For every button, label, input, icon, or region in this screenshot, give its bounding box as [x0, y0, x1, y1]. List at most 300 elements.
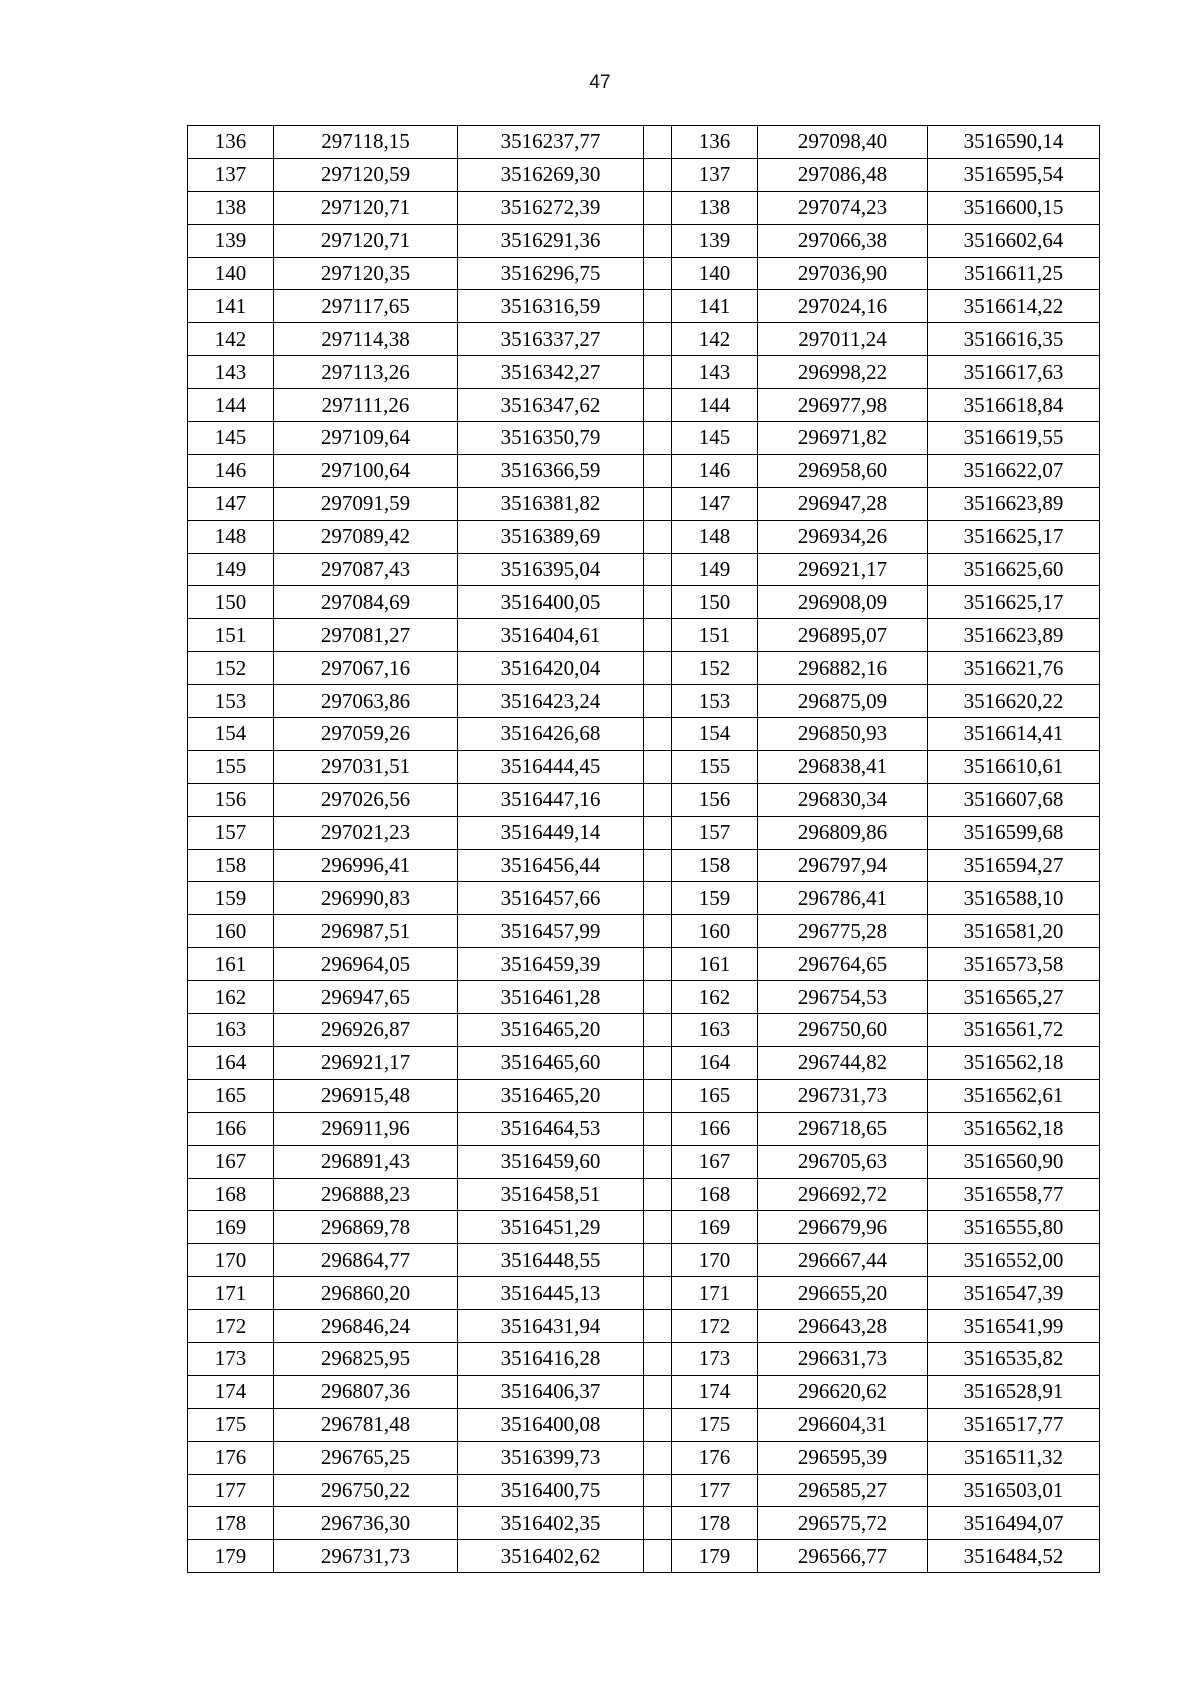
- left-x-coordinate-cell: 297120,59: [274, 158, 458, 191]
- left-y-coordinate-cell: 3516400,75: [458, 1474, 644, 1507]
- table-row: [188, 685, 1100, 718]
- left-y-coordinate-cell: 3516347,62: [458, 389, 644, 422]
- right-x-coordinate-cell: 296705,63: [758, 1145, 928, 1178]
- right-x-coordinate-cell: 296585,27: [758, 1474, 928, 1507]
- right-y-coordinate-cell: 3516607,68: [928, 783, 1100, 816]
- table-row: [188, 1375, 1100, 1408]
- right-point-number-cell: 152: [672, 652, 758, 685]
- left-y-coordinate-cell: 3516465,20: [458, 1079, 644, 1112]
- right-point-number-cell: 176: [672, 1441, 758, 1474]
- right-point-number-cell: 175: [672, 1408, 758, 1441]
- right-y-coordinate-cell: 3516619,55: [928, 422, 1100, 455]
- right-x-coordinate-cell: 296643,28: [758, 1310, 928, 1343]
- spacer-cell: [644, 191, 672, 224]
- coordinates-table: [187, 125, 1100, 1573]
- left-y-coordinate-cell: 3516237,77: [458, 126, 644, 159]
- right-point-number-cell: 147: [672, 487, 758, 520]
- left-x-coordinate-cell: 296921,17: [274, 1046, 458, 1079]
- right-x-coordinate-cell: 296947,28: [758, 487, 928, 520]
- left-x-coordinate-cell: 296891,43: [274, 1145, 458, 1178]
- right-point-number-cell: 169: [672, 1211, 758, 1244]
- left-x-coordinate-cell: 296964,05: [274, 948, 458, 981]
- right-y-coordinate-cell: 3516560,90: [928, 1145, 1100, 1178]
- right-point-number-cell: 136: [672, 126, 758, 159]
- spacer-cell: [644, 1441, 672, 1474]
- left-x-coordinate-cell: 297120,71: [274, 191, 458, 224]
- table-row: [188, 1112, 1100, 1145]
- spacer-cell: [644, 553, 672, 586]
- left-point-number-cell: 155: [188, 750, 274, 783]
- left-y-coordinate-cell: 3516457,66: [458, 882, 644, 915]
- left-x-coordinate-cell: 296996,41: [274, 849, 458, 882]
- table-row: [188, 1277, 1100, 1310]
- left-point-number-cell: 176: [188, 1441, 274, 1474]
- left-x-coordinate-cell: 296947,65: [274, 981, 458, 1014]
- table-row: [188, 783, 1100, 816]
- right-y-coordinate-cell: 3516602,64: [928, 224, 1100, 257]
- left-y-coordinate-cell: 3516400,05: [458, 586, 644, 619]
- left-y-coordinate-cell: 3516416,28: [458, 1342, 644, 1375]
- left-point-number-cell: 167: [188, 1145, 274, 1178]
- left-x-coordinate-cell: 296731,73: [274, 1540, 458, 1573]
- right-x-coordinate-cell: 296830,34: [758, 783, 928, 816]
- left-point-number-cell: 160: [188, 915, 274, 948]
- right-point-number-cell: 155: [672, 750, 758, 783]
- left-y-coordinate-cell: 3516461,28: [458, 981, 644, 1014]
- right-point-number-cell: 143: [672, 356, 758, 389]
- table-row: [188, 981, 1100, 1014]
- table-row: [188, 1014, 1100, 1047]
- right-x-coordinate-cell: 296971,82: [758, 422, 928, 455]
- right-point-number-cell: 168: [672, 1178, 758, 1211]
- left-point-number-cell: 166: [188, 1112, 274, 1145]
- spacer-cell: [644, 1474, 672, 1507]
- table-row: [188, 1046, 1100, 1079]
- left-y-coordinate-cell: 3516426,68: [458, 718, 644, 751]
- table-row: [188, 619, 1100, 652]
- left-y-coordinate-cell: 3516296,75: [458, 257, 644, 290]
- left-point-number-cell: 162: [188, 981, 274, 1014]
- left-x-coordinate-cell: 296869,78: [274, 1211, 458, 1244]
- right-x-coordinate-cell: 296655,20: [758, 1277, 928, 1310]
- right-x-coordinate-cell: 297086,48: [758, 158, 928, 191]
- right-y-coordinate-cell: 3516620,22: [928, 685, 1100, 718]
- right-y-coordinate-cell: 3516625,17: [928, 520, 1100, 553]
- left-x-coordinate-cell: 296915,48: [274, 1079, 458, 1112]
- left-y-coordinate-cell: 3516449,14: [458, 816, 644, 849]
- spacer-cell: [644, 158, 672, 191]
- left-y-coordinate-cell: 3516389,69: [458, 520, 644, 553]
- left-point-number-cell: 142: [188, 323, 274, 356]
- right-x-coordinate-cell: 297074,23: [758, 191, 928, 224]
- right-point-number-cell: 145: [672, 422, 758, 455]
- spacer-cell: [644, 718, 672, 751]
- right-y-coordinate-cell: 3516562,18: [928, 1046, 1100, 1079]
- right-y-coordinate-cell: 3516535,82: [928, 1342, 1100, 1375]
- table-row: [188, 1408, 1100, 1441]
- spacer-cell: [644, 1408, 672, 1441]
- left-point-number-cell: 174: [188, 1375, 274, 1408]
- spacer-cell: [644, 882, 672, 915]
- left-x-coordinate-cell: 297114,38: [274, 323, 458, 356]
- right-point-number-cell: 171: [672, 1277, 758, 1310]
- left-point-number-cell: 143: [188, 356, 274, 389]
- left-y-coordinate-cell: 3516458,51: [458, 1178, 644, 1211]
- left-x-coordinate-cell: 297113,26: [274, 356, 458, 389]
- left-point-number-cell: 177: [188, 1474, 274, 1507]
- table-row: [188, 356, 1100, 389]
- table-row: [188, 224, 1100, 257]
- table-row: [188, 1441, 1100, 1474]
- left-x-coordinate-cell: 296736,30: [274, 1507, 458, 1540]
- right-point-number-cell: 148: [672, 520, 758, 553]
- right-point-number-cell: 177: [672, 1474, 758, 1507]
- spacer-cell: [644, 356, 672, 389]
- spacer-cell: [644, 1277, 672, 1310]
- right-x-coordinate-cell: 296850,93: [758, 718, 928, 751]
- left-point-number-cell: 144: [188, 389, 274, 422]
- left-y-coordinate-cell: 3516402,35: [458, 1507, 644, 1540]
- right-point-number-cell: 164: [672, 1046, 758, 1079]
- right-point-number-cell: 178: [672, 1507, 758, 1540]
- left-y-coordinate-cell: 3516465,60: [458, 1046, 644, 1079]
- right-point-number-cell: 163: [672, 1014, 758, 1047]
- spacer-cell: [644, 1310, 672, 1343]
- right-x-coordinate-cell: 296895,07: [758, 619, 928, 652]
- right-point-number-cell: 142: [672, 323, 758, 356]
- left-x-coordinate-cell: 297109,64: [274, 422, 458, 455]
- left-point-number-cell: 164: [188, 1046, 274, 1079]
- left-point-number-cell: 173: [188, 1342, 274, 1375]
- left-y-coordinate-cell: 3516404,61: [458, 619, 644, 652]
- left-point-number-cell: 153: [188, 685, 274, 718]
- right-y-coordinate-cell: 3516561,72: [928, 1014, 1100, 1047]
- spacer-cell: [644, 1244, 672, 1277]
- right-x-coordinate-cell: 296667,44: [758, 1244, 928, 1277]
- left-y-coordinate-cell: 3516337,27: [458, 323, 644, 356]
- left-y-coordinate-cell: 3516431,94: [458, 1310, 644, 1343]
- table-row: [188, 948, 1100, 981]
- left-x-coordinate-cell: 297100,64: [274, 454, 458, 487]
- left-y-coordinate-cell: 3516464,53: [458, 1112, 644, 1145]
- left-point-number-cell: 163: [188, 1014, 274, 1047]
- left-point-number-cell: 150: [188, 586, 274, 619]
- left-x-coordinate-cell: 297026,56: [274, 783, 458, 816]
- right-y-coordinate-cell: 3516562,18: [928, 1112, 1100, 1145]
- right-y-coordinate-cell: 3516610,61: [928, 750, 1100, 783]
- table-row: [188, 553, 1100, 586]
- right-point-number-cell: 158: [672, 849, 758, 882]
- table-row: [188, 454, 1100, 487]
- table-row: [188, 257, 1100, 290]
- right-x-coordinate-cell: 296692,72: [758, 1178, 928, 1211]
- right-y-coordinate-cell: 3516588,10: [928, 882, 1100, 915]
- left-x-coordinate-cell: 296864,77: [274, 1244, 458, 1277]
- right-x-coordinate-cell: 296764,65: [758, 948, 928, 981]
- right-y-coordinate-cell: 3516594,27: [928, 849, 1100, 882]
- right-y-coordinate-cell: 3516494,07: [928, 1507, 1100, 1540]
- left-point-number-cell: 141: [188, 290, 274, 323]
- left-y-coordinate-cell: 3516447,16: [458, 783, 644, 816]
- right-point-number-cell: 165: [672, 1079, 758, 1112]
- right-y-coordinate-cell: 3516517,77: [928, 1408, 1100, 1441]
- right-x-coordinate-cell: 297036,90: [758, 257, 928, 290]
- right-point-number-cell: 137: [672, 158, 758, 191]
- right-point-number-cell: 140: [672, 257, 758, 290]
- right-x-coordinate-cell: 297011,24: [758, 323, 928, 356]
- left-point-number-cell: 139: [188, 224, 274, 257]
- right-y-coordinate-cell: 3516617,63: [928, 356, 1100, 389]
- left-x-coordinate-cell: 297081,27: [274, 619, 458, 652]
- left-point-number-cell: 149: [188, 553, 274, 586]
- left-y-coordinate-cell: 3516350,79: [458, 422, 644, 455]
- spacer-cell: [644, 1178, 672, 1211]
- left-point-number-cell: 136: [188, 126, 274, 159]
- left-x-coordinate-cell: 297063,86: [274, 685, 458, 718]
- left-y-coordinate-cell: 3516465,20: [458, 1014, 644, 1047]
- left-x-coordinate-cell: 297091,59: [274, 487, 458, 520]
- left-point-number-cell: 147: [188, 487, 274, 520]
- left-x-coordinate-cell: 297120,35: [274, 257, 458, 290]
- right-y-coordinate-cell: 3516625,17: [928, 586, 1100, 619]
- spacer-cell: [644, 257, 672, 290]
- spacer-cell: [644, 981, 672, 1014]
- spacer-cell: [644, 1112, 672, 1145]
- spacer-cell: [644, 915, 672, 948]
- table-row: [188, 422, 1100, 455]
- spacer-cell: [644, 422, 672, 455]
- right-x-coordinate-cell: 297066,38: [758, 224, 928, 257]
- spacer-cell: [644, 948, 672, 981]
- left-x-coordinate-cell: 296825,95: [274, 1342, 458, 1375]
- right-y-coordinate-cell: 3516614,41: [928, 718, 1100, 751]
- table-row: [188, 849, 1100, 882]
- right-x-coordinate-cell: 296575,72: [758, 1507, 928, 1540]
- left-point-number-cell: 172: [188, 1310, 274, 1343]
- right-y-coordinate-cell: 3516611,25: [928, 257, 1100, 290]
- spacer-cell: [644, 1540, 672, 1573]
- right-x-coordinate-cell: 296750,60: [758, 1014, 928, 1047]
- spacer-cell: [644, 487, 672, 520]
- right-point-number-cell: 141: [672, 290, 758, 323]
- left-x-coordinate-cell: 296911,96: [274, 1112, 458, 1145]
- spacer-cell: [644, 520, 672, 553]
- right-y-coordinate-cell: 3516616,35: [928, 323, 1100, 356]
- right-x-coordinate-cell: 296786,41: [758, 882, 928, 915]
- right-y-coordinate-cell: 3516625,60: [928, 553, 1100, 586]
- table-row: [188, 290, 1100, 323]
- right-point-number-cell: 179: [672, 1540, 758, 1573]
- left-x-coordinate-cell: 296807,36: [274, 1375, 458, 1408]
- spacer-cell: [644, 1211, 672, 1244]
- table-row: [188, 389, 1100, 422]
- right-y-coordinate-cell: 3516621,76: [928, 652, 1100, 685]
- left-y-coordinate-cell: 3516445,13: [458, 1277, 644, 1310]
- right-x-coordinate-cell: 296775,28: [758, 915, 928, 948]
- right-point-number-cell: 162: [672, 981, 758, 1014]
- right-x-coordinate-cell: 296921,17: [758, 553, 928, 586]
- left-x-coordinate-cell: 296926,87: [274, 1014, 458, 1047]
- right-point-number-cell: 151: [672, 619, 758, 652]
- left-x-coordinate-cell: 297067,16: [274, 652, 458, 685]
- table-row: [188, 1342, 1100, 1375]
- left-point-number-cell: 165: [188, 1079, 274, 1112]
- left-y-coordinate-cell: 3516399,73: [458, 1441, 644, 1474]
- left-point-number-cell: 146: [188, 454, 274, 487]
- spacer-cell: [644, 750, 672, 783]
- table-row: [188, 586, 1100, 619]
- right-point-number-cell: 153: [672, 685, 758, 718]
- right-point-number-cell: 166: [672, 1112, 758, 1145]
- right-x-coordinate-cell: 296809,86: [758, 816, 928, 849]
- left-point-number-cell: 171: [188, 1277, 274, 1310]
- left-x-coordinate-cell: 296750,22: [274, 1474, 458, 1507]
- table-row: [188, 750, 1100, 783]
- spacer-cell: [644, 224, 672, 257]
- table-row: [188, 1211, 1100, 1244]
- left-x-coordinate-cell: 297089,42: [274, 520, 458, 553]
- right-point-number-cell: 172: [672, 1310, 758, 1343]
- right-point-number-cell: 138: [672, 191, 758, 224]
- table-row: [188, 191, 1100, 224]
- table-row: [188, 1507, 1100, 1540]
- spacer-cell: [644, 1145, 672, 1178]
- left-point-number-cell: 169: [188, 1211, 274, 1244]
- table-row: [188, 1310, 1100, 1343]
- left-y-coordinate-cell: 3516381,82: [458, 487, 644, 520]
- left-point-number-cell: 175: [188, 1408, 274, 1441]
- right-x-coordinate-cell: 296731,73: [758, 1079, 928, 1112]
- right-y-coordinate-cell: 3516581,20: [928, 915, 1100, 948]
- right-y-coordinate-cell: 3516541,99: [928, 1310, 1100, 1343]
- left-y-coordinate-cell: 3516342,27: [458, 356, 644, 389]
- spacer-cell: [644, 586, 672, 619]
- right-y-coordinate-cell: 3516528,91: [928, 1375, 1100, 1408]
- left-y-coordinate-cell: 3516420,04: [458, 652, 644, 685]
- left-point-number-cell: 148: [188, 520, 274, 553]
- left-point-number-cell: 170: [188, 1244, 274, 1277]
- right-y-coordinate-cell: 3516562,61: [928, 1079, 1100, 1112]
- left-x-coordinate-cell: 297059,26: [274, 718, 458, 751]
- page-number: 47: [589, 72, 611, 93]
- spacer-cell: [644, 389, 672, 422]
- table-row: [188, 323, 1100, 356]
- table-row: [188, 1540, 1100, 1573]
- left-x-coordinate-cell: 296846,24: [274, 1310, 458, 1343]
- spacer-cell: [644, 1046, 672, 1079]
- right-x-coordinate-cell: 296754,53: [758, 981, 928, 1014]
- left-y-coordinate-cell: 3516366,59: [458, 454, 644, 487]
- left-x-coordinate-cell: 296860,20: [274, 1277, 458, 1310]
- table-row: [188, 1079, 1100, 1112]
- left-point-number-cell: 140: [188, 257, 274, 290]
- left-point-number-cell: 179: [188, 1540, 274, 1573]
- right-point-number-cell: 173: [672, 1342, 758, 1375]
- right-point-number-cell: 167: [672, 1145, 758, 1178]
- left-point-number-cell: 156: [188, 783, 274, 816]
- left-y-coordinate-cell: 3516459,39: [458, 948, 644, 981]
- table-row: [188, 816, 1100, 849]
- right-x-coordinate-cell: 296934,26: [758, 520, 928, 553]
- right-x-coordinate-cell: 296620,62: [758, 1375, 928, 1408]
- right-y-coordinate-cell: 3516623,89: [928, 487, 1100, 520]
- left-x-coordinate-cell: 297118,15: [274, 126, 458, 159]
- right-point-number-cell: 174: [672, 1375, 758, 1408]
- right-y-coordinate-cell: 3516623,89: [928, 619, 1100, 652]
- left-x-coordinate-cell: 297084,69: [274, 586, 458, 619]
- left-y-coordinate-cell: 3516272,39: [458, 191, 644, 224]
- left-point-number-cell: 145: [188, 422, 274, 455]
- spacer-cell: [644, 652, 672, 685]
- left-y-coordinate-cell: 3516395,04: [458, 553, 644, 586]
- right-x-coordinate-cell: 296595,39: [758, 1441, 928, 1474]
- spacer-cell: [644, 323, 672, 356]
- spacer-cell: [644, 454, 672, 487]
- right-point-number-cell: 161: [672, 948, 758, 981]
- right-point-number-cell: 170: [672, 1244, 758, 1277]
- left-x-coordinate-cell: 297087,43: [274, 553, 458, 586]
- left-x-coordinate-cell: 296990,83: [274, 882, 458, 915]
- table-row: [188, 1178, 1100, 1211]
- spacer-cell: [644, 290, 672, 323]
- table-row: [188, 158, 1100, 191]
- left-point-number-cell: 158: [188, 849, 274, 882]
- right-y-coordinate-cell: 3516511,32: [928, 1441, 1100, 1474]
- right-y-coordinate-cell: 3516558,77: [928, 1178, 1100, 1211]
- table-row: [188, 520, 1100, 553]
- table-row: [188, 1145, 1100, 1178]
- right-y-coordinate-cell: 3516565,27: [928, 981, 1100, 1014]
- right-point-number-cell: 139: [672, 224, 758, 257]
- right-x-coordinate-cell: 296977,98: [758, 389, 928, 422]
- table-row: [188, 915, 1100, 948]
- right-y-coordinate-cell: 3516618,84: [928, 389, 1100, 422]
- left-x-coordinate-cell: 296781,48: [274, 1408, 458, 1441]
- left-point-number-cell: 159: [188, 882, 274, 915]
- right-point-number-cell: 144: [672, 389, 758, 422]
- left-point-number-cell: 138: [188, 191, 274, 224]
- right-x-coordinate-cell: 296718,65: [758, 1112, 928, 1145]
- left-y-coordinate-cell: 3516459,60: [458, 1145, 644, 1178]
- right-y-coordinate-cell: 3516484,52: [928, 1540, 1100, 1573]
- right-point-number-cell: 157: [672, 816, 758, 849]
- right-y-coordinate-cell: 3516552,00: [928, 1244, 1100, 1277]
- right-y-coordinate-cell: 3516599,68: [928, 816, 1100, 849]
- spacer-cell: [644, 849, 672, 882]
- right-x-coordinate-cell: 297098,40: [758, 126, 928, 159]
- right-y-coordinate-cell: 3516547,39: [928, 1277, 1100, 1310]
- left-x-coordinate-cell: 297031,51: [274, 750, 458, 783]
- table-row: [188, 1244, 1100, 1277]
- left-point-number-cell: 161: [188, 948, 274, 981]
- spacer-cell: [644, 685, 672, 718]
- spacer-cell: [644, 1342, 672, 1375]
- left-y-coordinate-cell: 3516316,59: [458, 290, 644, 323]
- left-y-coordinate-cell: 3516456,44: [458, 849, 644, 882]
- right-x-coordinate-cell: 296908,09: [758, 586, 928, 619]
- right-x-coordinate-cell: 296604,31: [758, 1408, 928, 1441]
- left-x-coordinate-cell: 297111,26: [274, 389, 458, 422]
- left-x-coordinate-cell: 296765,25: [274, 1441, 458, 1474]
- left-point-number-cell: 137: [188, 158, 274, 191]
- left-point-number-cell: 151: [188, 619, 274, 652]
- left-point-number-cell: 157: [188, 816, 274, 849]
- right-y-coordinate-cell: 3516614,22: [928, 290, 1100, 323]
- spacer-cell: [644, 126, 672, 159]
- left-x-coordinate-cell: 297021,23: [274, 816, 458, 849]
- left-point-number-cell: 178: [188, 1507, 274, 1540]
- right-y-coordinate-cell: 3516622,07: [928, 454, 1100, 487]
